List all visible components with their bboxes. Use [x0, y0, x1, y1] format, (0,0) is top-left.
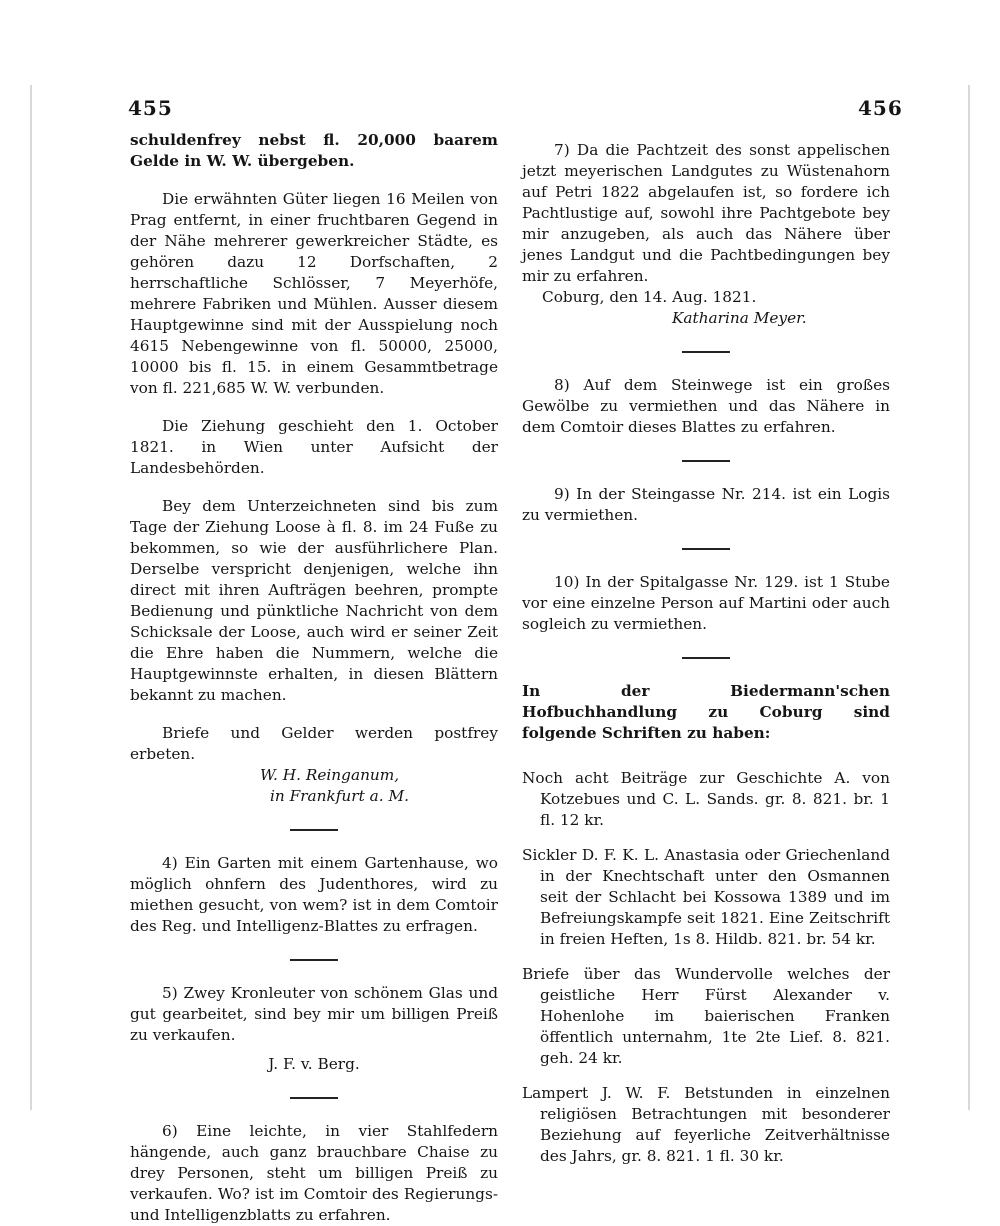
right-column	[522, 130, 890, 1167]
left-column	[130, 130, 498, 1226]
divider	[290, 829, 338, 831]
ad-5-signature: J. F. v. Berg.	[268, 1055, 360, 1073]
book-listing: Sickler D. F. K. L. Anastasia oder Griechenland in der Knechtschaft unter den Osmannen seit der Schlacht bei Kossowa 1389 und im Befreiungskampfe seit 1821. Eine Zeitschrift in freien Heften, 1s 8. Hildb. 821. br. 54 kr.	[522, 846, 890, 948]
ad-7-date: Coburg, den 14. Aug. 1821.	[542, 288, 757, 306]
ad-5-chandeliers: 5) Zwey Kronleuter von schönem Glas und gut gearbeitet, sind bey mir um billigen Preiß zu verkaufen.	[130, 984, 498, 1044]
divider	[290, 959, 338, 961]
divider	[682, 657, 730, 659]
ad-7-signature: Katharina Meyer.	[672, 309, 807, 327]
continuation-text: schuldenfrey nebst fl. 20,000 baarem Gelde in W. W. übergeben.	[130, 131, 498, 170]
postage-note: Briefe und Gelder werden postfrey erbeten.	[130, 724, 498, 763]
page-number-left: 455	[128, 96, 173, 120]
book-listing: Briefe über das Wundervolle welches der geistliche Herr Fürst Alexander v. Hohenlohe im baierischen Franken öffentlich unternahm, 1te 2te Lief. 8. 821. geh. 24 kr.	[522, 965, 890, 1067]
bookshop-heading: In der Biedermann'schen Hofbuchhandlung zu Coburg sind folgende Schriften zu haben:	[522, 682, 890, 742]
divider	[682, 460, 730, 462]
divider	[682, 548, 730, 550]
drawing-date: Die Ziehung geschieht den 1. October 1821. in Wien unter Aufsicht der Landesbehörden.	[130, 417, 498, 477]
divider	[682, 351, 730, 353]
ad-10-room: 10) In der Spitalgasse Nr. 129. ist 1 Stube vor eine einzelne Person auf Martini oder auch sogleich zu vermiethen.	[522, 573, 890, 633]
scan-edge-right	[968, 85, 970, 1110]
book-listing: Noch acht Beiträge zur Geschichte A. von Kotzebues und C. L. Sands. gr. 8. 821. br. 1 fl. 12 kr.	[522, 769, 890, 829]
ad-6-chaise: 6) Eine leichte, in vier Stahlfedern hängende, auch ganz brauchbare Chaise zu drey Personen, steht um billigen Preiß zu verkaufen. Wo? ist im Comtoir des Regierungs- und Intelligenzblatts zu erfahren.	[130, 1122, 498, 1224]
signature-name: W. H. Reinganum,	[260, 766, 400, 784]
ticket-sales-notice: Bey dem Unterzeichneten sind bis zum Tage der Ziehung Loose à fl. 8. im 24 Fuße zu bekommen, so wie der ausführlichere Plan. Derselbe verspricht denjenigen, welche ihn direct mit ihren Aufträgen beehren, prompte Bedienung und pünktliche Nachricht von dem Schicksale der Loose, auch wird er seiner Zeit die Ehre haben die Nummern, welche die Hauptgewinnste erhalten, in diesen Blättern bekannt zu machen.	[130, 497, 498, 704]
scan-edge-left	[30, 85, 32, 1110]
book-listing: Lampert J. W. F. Betstunden in einzelnen religiösen Betrachtungen mit besonderer Beziehung auf feyerliche Zeitverhältnisse des Jahrs, gr. 8. 821. 1 fl. 30 kr.	[522, 1084, 890, 1165]
divider	[290, 1097, 338, 1099]
ad-7-lease: 7) Da die Pachtzeit des sonst appelischen jetzt meyerischen Landgutes zu Wüstenahorn auf Petri 1822 abgelaufen ist, so fordere ich Pachtlustige auf, sowohl ihre Pachtgebote bey mir anzugeben, als auch das Nähere über jenes Landgut und die Pachtbedingungen bey mir zu erfahren.	[522, 141, 890, 285]
estate-description: Die erwähnten Güter liegen 16 Meilen von Prag entfernt, in einer fruchtbaren Gegend in der Nähe mehrerer gewerkreicher Städte, es gehören dazu 12 Dorfschaften, 2 herrschaftliche Schlösser, 7 Meyerhöfe, mehrere Fabriken und Mühlen. Ausser diesem Hauptgewinne sind mit der Ausspielung noch 4615 Nebengewinne von fl. 50000, 25000, 10000 bis fl. 15. in einem Gesammtbetrage von fl. 221,685 W. W. verbunden.	[130, 190, 498, 397]
ad-8-vault: 8) Auf dem Steinwege ist ein großes Gewölbe zu vermiethen und das Nähere in dem Comtoir dieses Blattes zu erfahren.	[522, 376, 890, 436]
signature-place: in Frankfurt a. M.	[270, 787, 409, 805]
ad-9-lodging: 9) In der Steingasse Nr. 214. ist ein Logis zu vermiethen.	[522, 485, 890, 524]
page-number-right: 456	[858, 96, 903, 120]
ad-4-garden: 4) Ein Garten mit einem Gartenhause, wo möglich ohnfern des Judenthores, wird zu miethen gesucht, von wem? ist in dem Comtoir des Reg. und Intelligenz-Blattes zu erfragen.	[130, 854, 498, 935]
